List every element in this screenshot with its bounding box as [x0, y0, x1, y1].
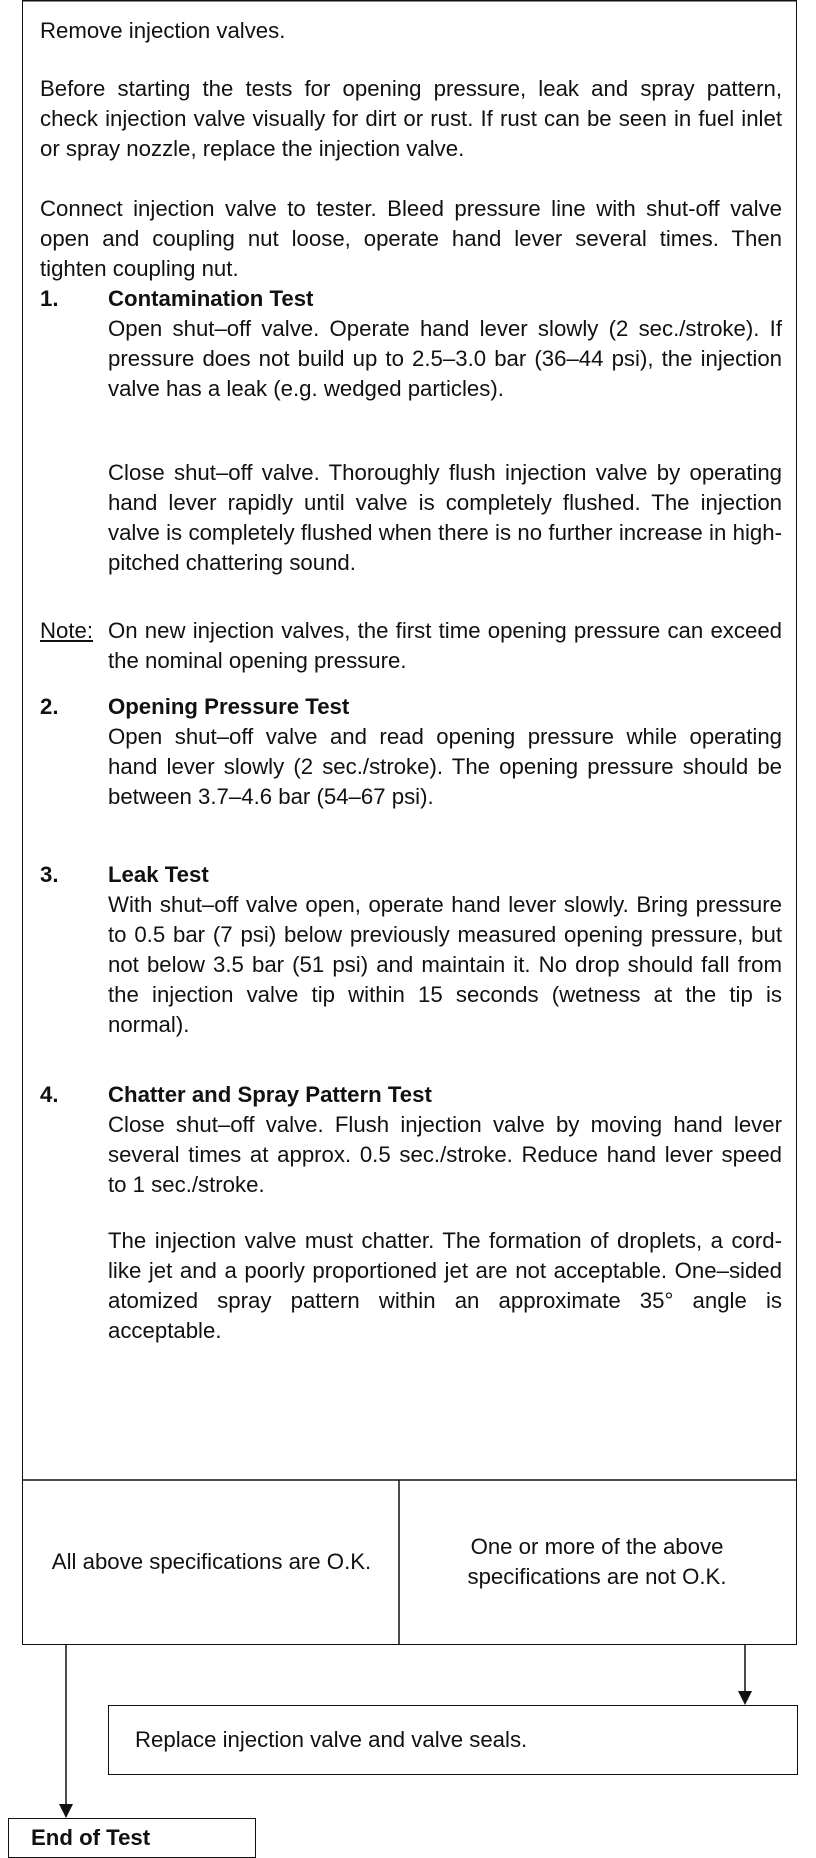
- end-of-test-text: End of Test: [31, 1825, 151, 1850]
- step-4-number: 4.: [40, 1082, 59, 1107]
- step-3-number: 3.: [40, 862, 59, 887]
- step-1-title: Contamination Test: [108, 286, 314, 311]
- replace-valve-text: Replace injection valve and valve seals.: [135, 1727, 528, 1752]
- step-4-text-2: The injection valve must chatter. The formation of droplets, a cord-like jet and a poorly proportioned jet are not acceptable. One–sided atomized spray pattern within an approximate 35° angle is acceptable.: [108, 1228, 782, 1343]
- step-1-text-2: Close shut–off valve. Thoroughly flush injection valve by operating hand lever rapidly until valve is completely flushed. The injection valve is completely flushed when there is no further increase in high-pitched chattering sound.: [108, 460, 782, 575]
- outcome-not-ok-text: One or more of the above specifications are not O.K.: [467, 1533, 727, 1589]
- intro-paragraph-1: Before starting the tests for opening pressure, leak and spray pattern, check injection valve visually for dirt or rust. If rust can be seen in fuel inlet or spray nozzle, replace the injection valve.: [40, 76, 782, 161]
- step-2-title: Opening Pressure Test: [108, 694, 350, 719]
- note-text: On new injection valves, the first time opening pressure can exceed the nominal opening pressure.: [108, 618, 782, 673]
- step-3-title: Leak Test: [108, 862, 209, 887]
- step-2-text: Open shut–off valve and read opening pressure while operating hand lever slowly (2 sec./stroke). The opening pressure should be between 3.7–4.6 bar (54–67 psi).: [108, 724, 782, 809]
- intro-line: Remove injection valves.: [40, 18, 286, 43]
- note-label: Note:: [40, 618, 94, 643]
- arrow-to-replace-head: [738, 1691, 752, 1705]
- arrow-to-end-head: [59, 1804, 73, 1818]
- step-1-text: Open shut–off valve. Operate hand lever slowly (2 sec./stroke). If pressure does not build up to 2.5–3.0 bar (36–44 psi), the injection valve has a leak (e.g. wedged particles).: [108, 316, 782, 401]
- outcome-ok-text: All above specifications are O.K.: [51, 1548, 372, 1574]
- step-2-number: 2.: [40, 694, 59, 719]
- intro-paragraph-2: Connect injection valve to tester. Bleed pressure line with shut-off valve open and coupling nut loose, operate hand lever several times. Then tighten coupling nut.: [40, 196, 782, 281]
- step-4-title: Chatter and Spray Pattern Test: [108, 1082, 432, 1107]
- step-4-text: Close shut–off valve. Flush injection valve by moving hand lever several times at approx. 0.5 sec./stroke. Reduce hand lever speed to 1 sec./stroke.: [108, 1112, 782, 1197]
- step-3-text: With shut–off valve open, operate hand lever slowly. Bring pressure to 0.5 bar (7 psi) below previously measured opening pressure, but not below 3.5 bar (51 psi) and maintain it. No drop should fall from the injection valve tip within 15 seconds (wetness at the tip is normal).: [108, 892, 782, 1037]
- step-1-number: 1.: [40, 286, 59, 311]
